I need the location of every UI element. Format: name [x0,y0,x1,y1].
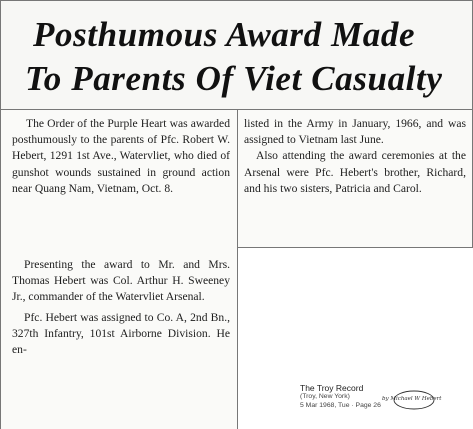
headline-line-2: To Parents Of Viet Casualty [25,59,443,98]
headline-line-1: Posthumous Award Made [33,15,416,54]
source-date-page: 5 Mar 1968, Tue · Page 26 [300,401,381,409]
article-paragraph: Also attending the award ceremonies at the Arsenal were Pfc. Hebert's brother, Richard, and his two sisters, Patricia and Carol. [244,149,466,195]
signature-text: by Michael W Hebert [382,396,442,402]
signature [382,390,466,412]
source-location: (Troy, New York) [300,393,350,400]
headline-block [0,0,473,110]
article-left-text-continued [12,257,230,358]
article-paragraph: listed in the Army in January, 1966, and was assigned to Vietnam last June. [244,117,466,147]
article-paragraph: Pfc. Hebert was assigned to Co. A, 2nd Bn., 327th Infantry, 101st Airborne Division. He en- [12,310,230,357]
article-left-text [12,116,230,197]
source-name: The Troy Record [300,383,364,393]
article-paragraph: Presenting the award to Mr. and Mrs. Thomas Hebert was Col. Arthur H. Sweeney Jr., commander of the Watervliet Arsenal. [12,258,230,304]
article-paragraph: The Order of the Purple Heart was awarded posthumously to the parents of Pfc. Robert W. Hebert, 1291 1st Ave., Watervliet, who died of gunshot wounds sustained in ground action near Quang Nam, Vietnam, Oct. 8. [12,117,230,195]
article-right-text [244,116,466,197]
